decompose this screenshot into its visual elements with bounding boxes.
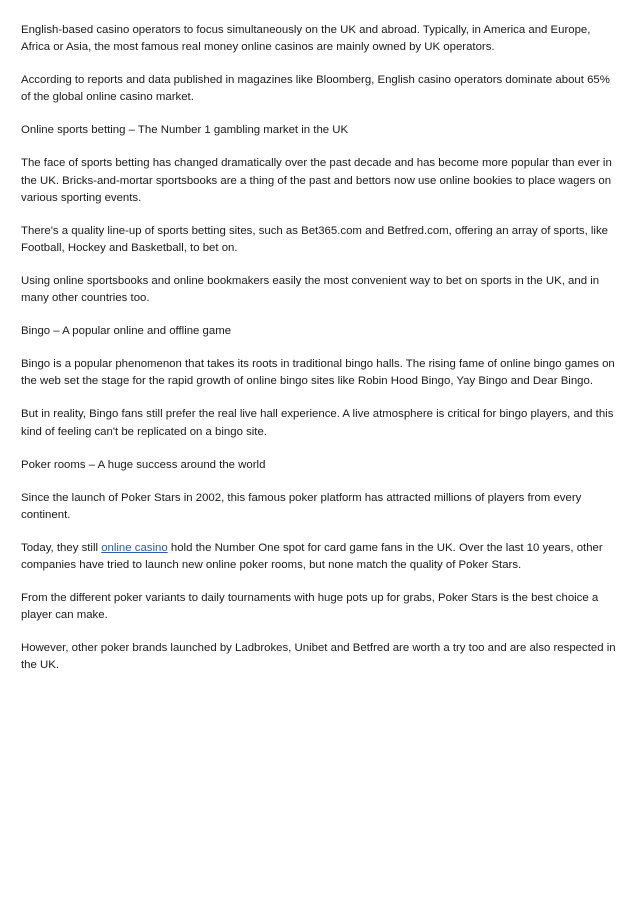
article-body	[21, 22, 617, 690]
link-paragraph-before: Today, they still	[21, 541, 102, 554]
paragraph-online-sportsbooks: Using online sportsbooks and online bookmakers easily the most convenient way to bet on sports in the UK, and in many other countries too.	[21, 274, 600, 305]
paragraph-betting-sites: There's a quality line-up of sports betting sites, such as Bet365.com and Betfred.com, offering an array of sports, like Football, Hockey and Basketball, to bet on.	[21, 224, 608, 254]
heading-sports-betting: Online sports betting – The Number 1 gambling market in the UK	[21, 124, 349, 137]
link-paragraph-after: hold the Number One spot for card game fans in the UK. Over the last 10 years, other companies have tried to launch new online poker rooms, but none match the quality of Poker Stars.	[21, 541, 603, 571]
paragraph-sports-betting-change: The face of sports betting has changed dramatically over the past decade and has become more popular than ever in the UK. Bricks-and-mortar sportsbooks are a thing of the past and bettors now use online bookies to place wagers on various sporting events.	[21, 157, 612, 204]
heading-poker-rooms: Poker rooms – A huge success around the world	[21, 458, 266, 471]
paragraph-number-one-spot	[21, 540, 617, 574]
paragraph-market-share: According to reports and data published in magazines like Bloomberg, English casino operators dominate about 65% of the global online casino market.	[21, 74, 610, 104]
paragraph-uk-operators: English-based casino operators to focus simultaneously on the UK and abroad. Typically, in America and Europe, Africa or Asia, the most famous real money online casinos are mainly owned by UK operators.	[21, 24, 591, 54]
heading-bingo: Bingo – A popular online and offline game	[21, 325, 232, 338]
paragraph-other-poker-brands: However, other poker brands launched by Ladbrokes, Unibet and Betfred are worth a try too and are also respected in the UK.	[21, 642, 616, 672]
paragraph-poker-variants: From the different poker variants to daily tournaments with huge pots up for grabs, Poker Stars is the best choice a player can make.	[21, 592, 599, 622]
paragraph-poker-stars-launch: Since the launch of Poker Stars in 2002, this famous poker platform has attracted millions of players from every continent.	[21, 491, 582, 521]
paragraph-bingo-live-hall: But in reality, Bingo fans still prefer the real live hall experience. A live atmosphere is critical for bingo players, and this kind of feeling can't be replicated on a bingo site.	[21, 408, 614, 438]
paragraph-bingo-phenomenon: Bingo is a popular phenomenon that takes its roots in traditional bingo halls. The rising fame of online bingo games on the web set the stage for the rapid growth of online bingo sites like Robin Hood Bingo, Yay Bingo and Dear Bingo.	[21, 358, 615, 388]
online-casino-link[interactable]: online casino	[101, 541, 168, 554]
